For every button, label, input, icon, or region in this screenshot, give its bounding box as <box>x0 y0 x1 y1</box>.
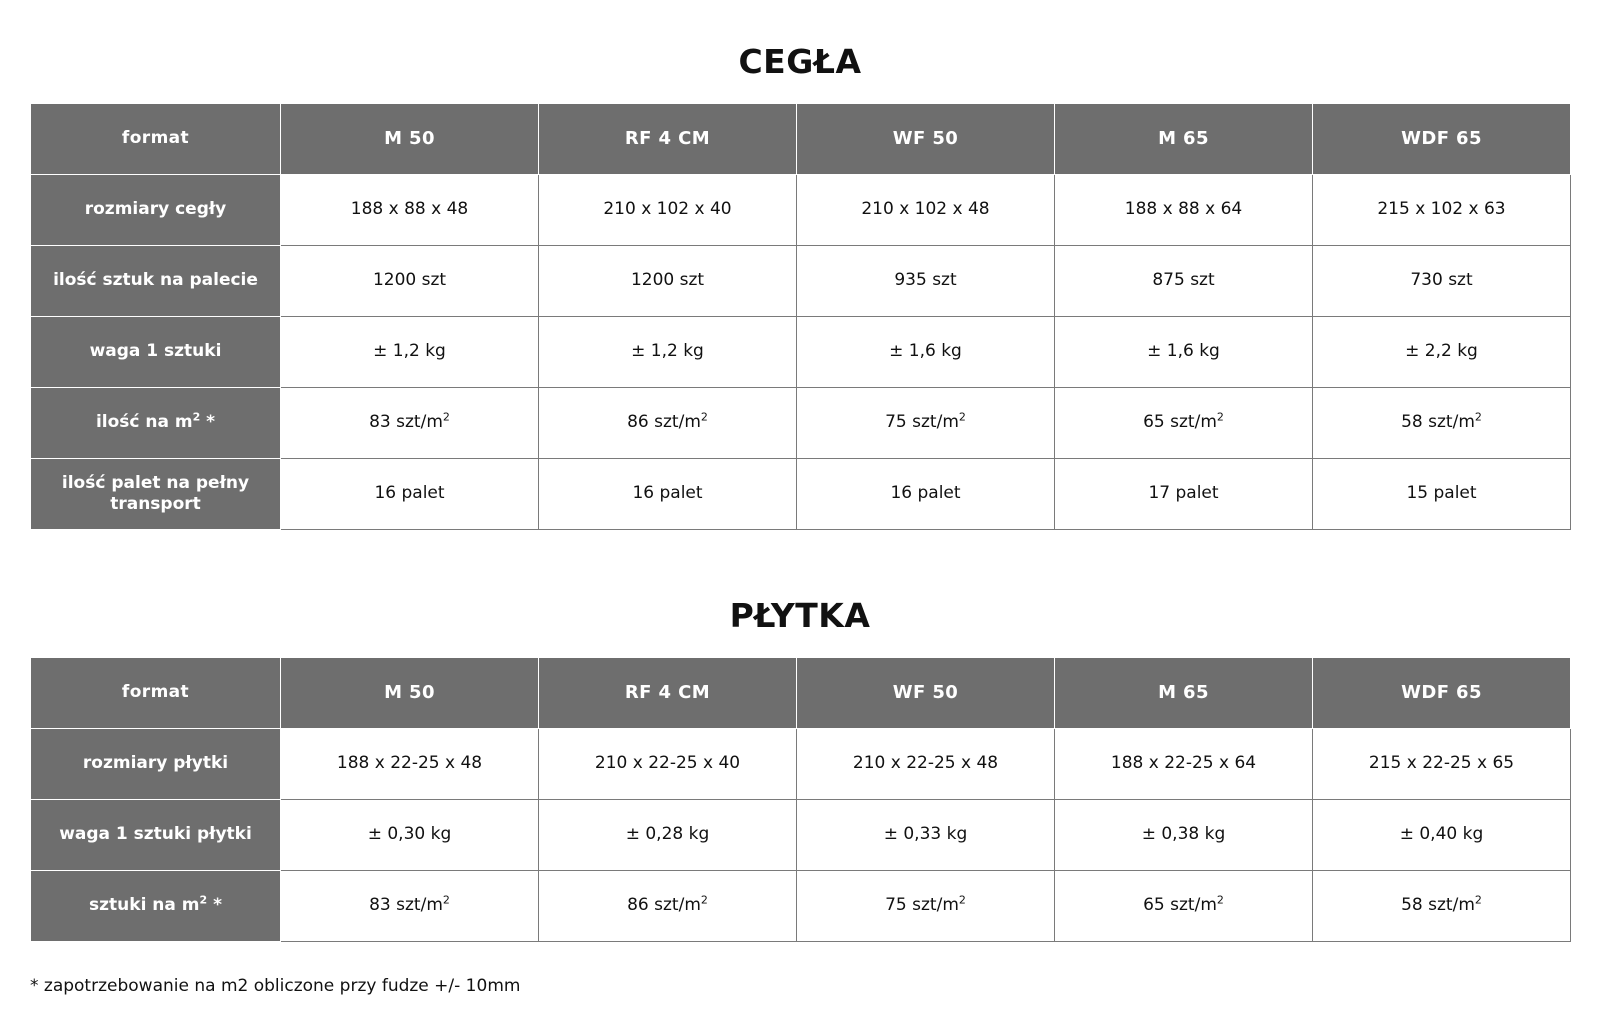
table-cell: 188 x 88 x 64 <box>1055 175 1313 246</box>
table-cell: 210 x 22-25 x 40 <box>539 729 797 800</box>
column-header-m65: M 65 <box>1055 658 1313 729</box>
row-label: waga 1 sztuki <box>31 317 281 388</box>
superscript-2: 2 <box>442 410 450 424</box>
table-cell <box>797 871 1055 942</box>
superscript-2: 2 <box>1474 893 1482 907</box>
table-cell: 215 x 22-25 x 65 <box>1313 729 1571 800</box>
cell-value: 75 szt/m <box>885 412 959 433</box>
table-cell: ± 1,2 kg <box>281 317 539 388</box>
row-label-text: sztuki na m <box>89 895 200 916</box>
superscript-2: 2 <box>958 410 966 424</box>
superscript-2: 2 <box>1216 410 1224 424</box>
page-title-cegla: CEGŁA <box>738 42 862 81</box>
table-cell: ± 0,33 kg <box>797 800 1055 871</box>
cell-value: 83 szt/m <box>369 412 443 433</box>
table-row <box>31 175 1571 246</box>
cell-value: 75 szt/m <box>885 895 959 916</box>
cell-value: 58 szt/m <box>1401 412 1475 433</box>
table-cell: ± 0,30 kg <box>281 800 539 871</box>
cell-value: 83 szt/m <box>369 895 443 916</box>
superscript-2: 2 <box>1216 893 1224 907</box>
table-cell: 188 x 88 x 48 <box>281 175 539 246</box>
table-cell: 16 palet <box>281 459 539 530</box>
superscript-2: 2 <box>700 893 708 907</box>
column-header-m50: M 50 <box>281 658 539 729</box>
table-cell: 188 x 22-25 x 48 <box>281 729 539 800</box>
table-cell <box>1313 388 1571 459</box>
table-cell: ± 1,2 kg <box>539 317 797 388</box>
table-cell: 935 szt <box>797 246 1055 317</box>
row-label: ilość palet na pełny transport <box>31 459 281 530</box>
table-cell: 215 x 102 x 63 <box>1313 175 1571 246</box>
table-row <box>31 871 1571 942</box>
row-label: waga 1 sztuki płytki <box>31 800 281 871</box>
table-row <box>31 729 1571 800</box>
row-label: rozmiary cegły <box>31 175 281 246</box>
table-cell: ± 0,28 kg <box>539 800 797 871</box>
table-cell: 730 szt <box>1313 246 1571 317</box>
table-cell <box>1055 871 1313 942</box>
table-cell: 16 palet <box>539 459 797 530</box>
table-cell: 210 x 102 x 40 <box>539 175 797 246</box>
cell-value: 65 szt/m <box>1143 895 1217 916</box>
superscript-2: 2 <box>192 410 201 424</box>
table-cell <box>539 388 797 459</box>
table-cell: 15 palet <box>1313 459 1571 530</box>
table-cell: 210 x 102 x 48 <box>797 175 1055 246</box>
table-header-row <box>31 658 1571 729</box>
row-label: rozmiary płytki <box>31 729 281 800</box>
table-row <box>31 800 1571 871</box>
table-cell: ± 0,38 kg <box>1055 800 1313 871</box>
table-cell <box>797 388 1055 459</box>
table-cell: 1200 szt <box>539 246 797 317</box>
table-cell: ± 1,6 kg <box>1055 317 1313 388</box>
row-label-suffix: * <box>207 895 222 916</box>
table-cell: 210 x 22-25 x 48 <box>797 729 1055 800</box>
table-row <box>31 317 1571 388</box>
superscript-2: 2 <box>199 893 208 907</box>
table-header-row <box>31 104 1571 175</box>
table-cell: ± 0,40 kg <box>1313 800 1571 871</box>
table-cegla <box>30 103 1571 530</box>
column-header-wdf65: WDF 65 <box>1313 104 1571 175</box>
table-row <box>31 459 1571 530</box>
column-header-wdf65: WDF 65 <box>1313 658 1571 729</box>
cell-value: 86 szt/m <box>627 412 701 433</box>
superscript-2: 2 <box>442 893 450 907</box>
table-cell <box>281 871 539 942</box>
row-label-text: ilość na m <box>95 412 193 433</box>
table-body-plytka <box>31 729 1571 942</box>
section-spacer <box>0 530 1600 560</box>
table-body-cegla <box>31 175 1571 530</box>
column-header-rf4cm: RF 4 CM <box>539 658 797 729</box>
table-row <box>31 246 1571 317</box>
table-cell: 188 x 22-25 x 64 <box>1055 729 1313 800</box>
superscript-2: 2 <box>700 410 708 424</box>
page-title-plytka: PŁYTKA <box>729 596 871 635</box>
column-header-m50: M 50 <box>281 104 539 175</box>
table-cell <box>539 871 797 942</box>
table-row <box>31 388 1571 459</box>
table-cell <box>281 388 539 459</box>
table-header-cegla <box>31 104 1571 175</box>
table-cell: 875 szt <box>1055 246 1313 317</box>
cell-value: 86 szt/m <box>627 895 701 916</box>
row-label <box>31 871 281 942</box>
column-header-wf50: WF 50 <box>797 104 1055 175</box>
cell-value: 65 szt/m <box>1143 412 1217 433</box>
table-cell: 16 palet <box>797 459 1055 530</box>
table-cell: 17 palet <box>1055 459 1313 530</box>
column-header-format: format <box>31 658 281 729</box>
row-label-suffix: * <box>200 412 216 433</box>
table-cell <box>1055 388 1313 459</box>
superscript-2: 2 <box>1474 410 1482 424</box>
table-cell: ± 1,6 kg <box>797 317 1055 388</box>
table-plytka <box>30 657 1571 942</box>
column-header-rf4cm: RF 4 CM <box>539 104 797 175</box>
row-label: ilość sztuk na palecie <box>31 246 281 317</box>
table-cell: ± 2,2 kg <box>1313 317 1571 388</box>
column-header-format: format <box>31 104 281 175</box>
table-header-plytka <box>31 658 1571 729</box>
column-header-wf50: WF 50 <box>797 658 1055 729</box>
section-plytka <box>0 560 1600 942</box>
table-cell: 1200 szt <box>281 246 539 317</box>
row-label <box>31 388 281 459</box>
footnote: * zapotrzebowanie na m2 obliczone przy fudze +/- 10mm <box>30 976 521 996</box>
cell-value: 58 szt/m <box>1401 895 1475 916</box>
column-header-m65: M 65 <box>1055 104 1313 175</box>
table-cell <box>1313 871 1571 942</box>
superscript-2: 2 <box>958 893 966 907</box>
